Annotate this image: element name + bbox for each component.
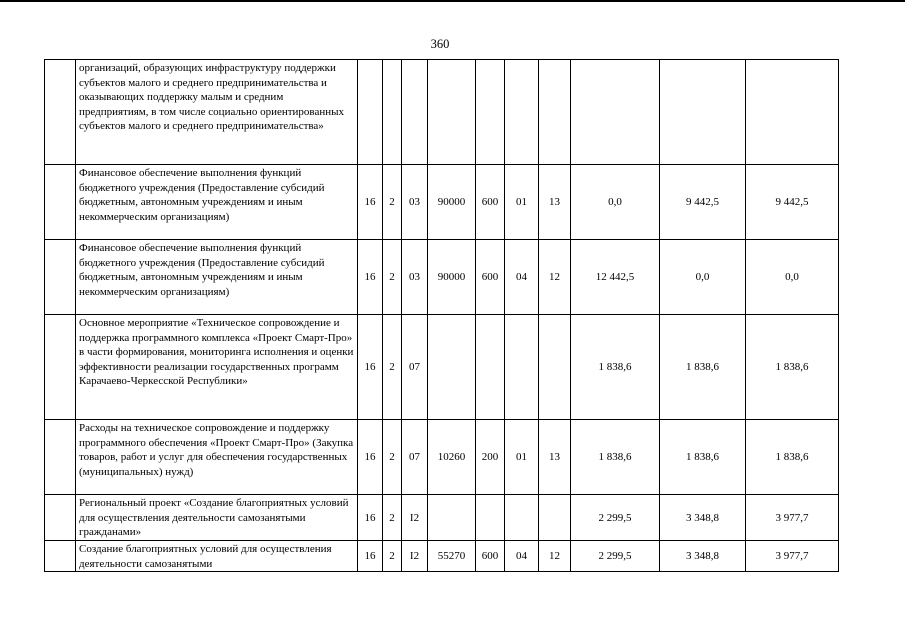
description-cell: Основное мероприятие «Техническое сопровождение и поддержка программного комплекса «Проект Смарт-Про» в части формирования, мониторинга исполнения и оценки эффективности реализации государственных программ Карачаево-Черкесской Республики» [76, 315, 358, 420]
code-direction-cell: 55270 [428, 541, 476, 572]
amount-year-1-cell: 12 442,5 [571, 240, 660, 315]
code-program-cell: 2 [383, 240, 402, 315]
description-cell: Региональный проект «Создание благоприятных условий для осуществления деятельности самозанятыми гражданами» [76, 495, 358, 541]
code-ministry-cell: 16 [358, 495, 383, 541]
amount-year-1-cell: 2 299,5 [571, 495, 660, 541]
code-expense-type-cell: 600 [476, 165, 505, 240]
amount-year-3-cell: 1 838,6 [746, 315, 839, 420]
amount-year-1-cell: 0,0 [571, 165, 660, 240]
code-section-cell: 04 [505, 541, 539, 572]
amount-year-3-cell: 1 838,6 [746, 420, 839, 495]
code-ministry-cell: 16 [358, 165, 383, 240]
code-subsection-cell [539, 495, 571, 541]
amount-year-1-cell [571, 60, 660, 165]
amount-year-2-cell: 3 348,8 [660, 541, 746, 572]
code-subprogram-cell: 03 [402, 240, 428, 315]
amount-year-2-cell: 1 838,6 [660, 420, 746, 495]
row-index-cell [45, 165, 76, 240]
code-expense-type-cell [476, 60, 505, 165]
description-cell: Расходы на техническое сопровождение и поддержку программного обеспечения «Проект Смарт-Про» (Закупка товаров, работ и услуг для обеспечения государственных (муниципальных) нужд) [76, 420, 358, 495]
row-index-cell [45, 541, 76, 572]
code-program-cell: 2 [383, 165, 402, 240]
code-direction-cell: 90000 [428, 165, 476, 240]
amount-year-3-cell: 9 442,5 [746, 165, 839, 240]
row-index-cell [45, 240, 76, 315]
code-ministry-cell: 16 [358, 315, 383, 420]
code-expense-type-cell: 200 [476, 420, 505, 495]
code-section-cell: 01 [505, 420, 539, 495]
amount-year-1-cell: 2 299,5 [571, 541, 660, 572]
table-row [45, 495, 839, 541]
description-cell: организаций, образующих инфраструктуру поддержки субъектов малого и среднего предпринимательства и оказывающих поддержку малым и средним предприятиям, в том числе социально ориентированных субъектов малого и среднего предпринимательства» [76, 60, 358, 165]
code-subsection-cell [539, 60, 571, 165]
code-ministry-cell: 16 [358, 420, 383, 495]
amount-year-1-cell: 1 838,6 [571, 420, 660, 495]
code-ministry-cell: 16 [358, 240, 383, 315]
amount-year-1-cell: 1 838,6 [571, 315, 660, 420]
table-row [45, 315, 839, 420]
table-row [45, 60, 839, 165]
description-cell: Финансовое обеспечение выполнения функций бюджетного учреждения (Предоставление субсидий бюджетным, автономным учреждениям и иным некоммерческим организациям) [76, 165, 358, 240]
code-program-cell: 2 [383, 541, 402, 572]
code-subprogram-cell: 07 [402, 420, 428, 495]
code-expense-type-cell [476, 315, 505, 420]
table-row [45, 541, 839, 572]
code-subprogram-cell [402, 60, 428, 165]
code-section-cell: 01 [505, 165, 539, 240]
code-direction-cell [428, 60, 476, 165]
code-section-cell [505, 60, 539, 165]
table-row [45, 165, 839, 240]
page-number: 360 [430, 37, 450, 51]
row-index-cell [45, 315, 76, 420]
code-section-cell [505, 315, 539, 420]
top-rule [0, 0, 905, 2]
table-row [45, 420, 839, 495]
code-section-cell: 04 [505, 240, 539, 315]
code-expense-type-cell: 600 [476, 541, 505, 572]
amount-year-3-cell [746, 60, 839, 165]
code-subprogram-cell: I2 [402, 541, 428, 572]
amount-year-3-cell: 3 977,7 [746, 495, 839, 541]
code-subprogram-cell: 07 [402, 315, 428, 420]
row-index-cell [45, 420, 76, 495]
code-subsection-cell: 12 [539, 541, 571, 572]
code-subsection-cell: 13 [539, 420, 571, 495]
code-program-cell: 2 [383, 315, 402, 420]
code-subsection-cell [539, 315, 571, 420]
code-section-cell [505, 495, 539, 541]
code-subsection-cell: 13 [539, 165, 571, 240]
amount-year-2-cell: 9 442,5 [660, 165, 746, 240]
code-program-cell [383, 60, 402, 165]
code-direction-cell: 90000 [428, 240, 476, 315]
code-direction-cell: 10260 [428, 420, 476, 495]
amount-year-2-cell: 1 838,6 [660, 315, 746, 420]
code-subsection-cell: 12 [539, 240, 571, 315]
row-index-cell [45, 60, 76, 165]
row-index-cell [45, 495, 76, 541]
amount-year-2-cell: 3 348,8 [660, 495, 746, 541]
code-direction-cell [428, 495, 476, 541]
code-direction-cell [428, 315, 476, 420]
amount-year-2-cell: 0,0 [660, 240, 746, 315]
code-expense-type-cell [476, 495, 505, 541]
code-subprogram-cell: 03 [402, 165, 428, 240]
description-cell: Финансовое обеспечение выполнения функций бюджетного учреждения (Предоставление субсидий бюджетным, автономным учреждениям и иным некоммерческим организациям) [76, 240, 358, 315]
code-ministry-cell [358, 60, 383, 165]
amount-year-3-cell: 3 977,7 [746, 541, 839, 572]
code-program-cell: 2 [383, 495, 402, 541]
code-ministry-cell: 16 [358, 541, 383, 572]
description-cell: Создание благоприятных условий для осуществления деятельности самозанятыми [76, 541, 358, 572]
code-program-cell: 2 [383, 420, 402, 495]
table-row [45, 240, 839, 315]
amount-year-2-cell [660, 60, 746, 165]
amount-year-3-cell: 0,0 [746, 240, 839, 315]
code-subprogram-cell: I2 [402, 495, 428, 541]
code-expense-type-cell: 600 [476, 240, 505, 315]
budget-table [44, 59, 839, 572]
